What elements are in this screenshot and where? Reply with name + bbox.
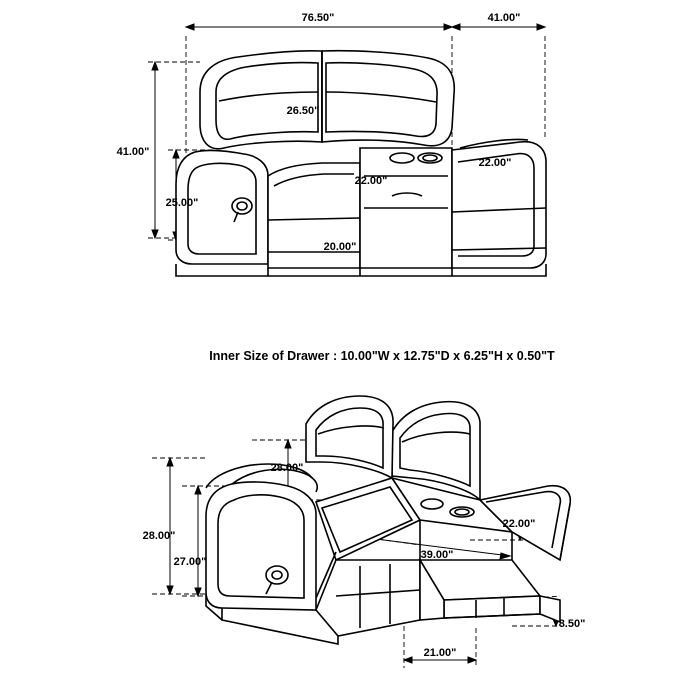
dim-seat-height: 20.00" [323, 241, 357, 253]
dim-overall-height: 41.00" [116, 146, 150, 158]
angled-view-group [152, 396, 570, 668]
dim-top-width-right: 41.00" [487, 12, 521, 24]
drawer-inner-size-note: Inner Size of Drawer : 10.00"W x 12.75"D x 6.25"H x 0.50"T [209, 349, 555, 363]
dim-footrest-depth: 21.00" [423, 647, 457, 659]
dim-arm-height: 25.00" [165, 197, 199, 209]
dim-seat-width-2: 22.00" [502, 518, 536, 530]
dim-reclined-depth: 39.00" [420, 549, 454, 561]
dim-seat-depth-right: 22.00" [478, 157, 512, 169]
front-elevation-group [148, 24, 546, 276]
dim-seat-depth-left: 22.00" [354, 175, 388, 187]
dim-footrest-height: 8.50" [558, 618, 586, 630]
dim-top-width-left: 76.50" [301, 12, 335, 24]
dim-overall-height-2: 28.00" [142, 530, 176, 542]
dim-back-height-2: 28.00" [270, 462, 304, 474]
dim-arm-height-2: 27.00" [173, 556, 207, 568]
dim-back-height: 26.50" [286, 105, 320, 117]
